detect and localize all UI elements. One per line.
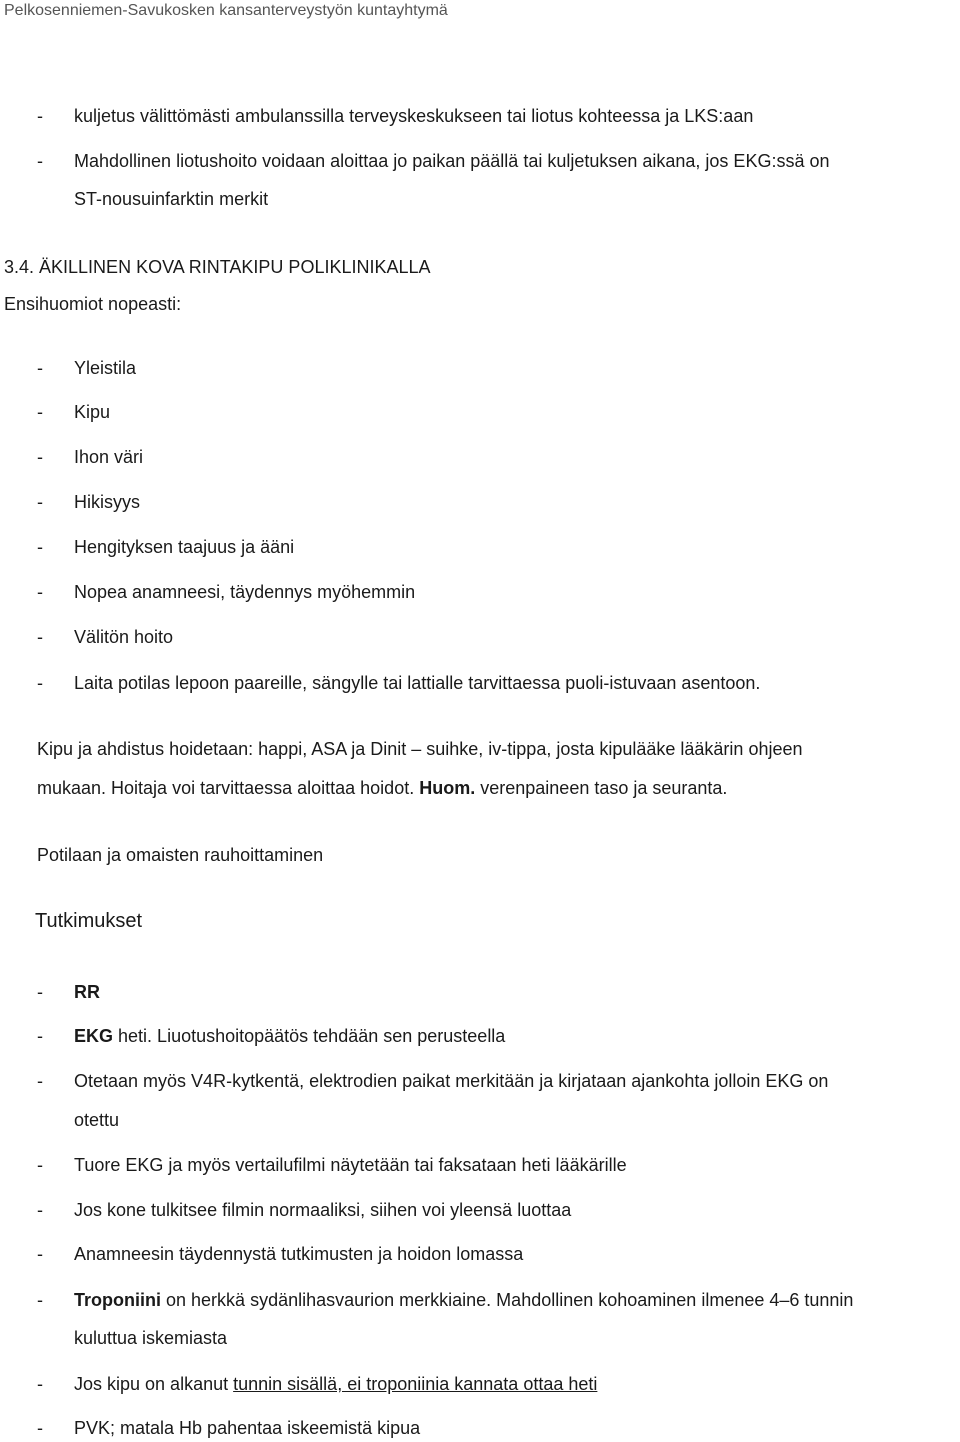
list-dash: - — [37, 982, 43, 1002]
ekg-text: heti. Liuotushoitopäätös tehdään sen perusteella — [118, 1026, 506, 1046]
ekg-label: EKG — [74, 1026, 114, 1046]
transport-item: kuljetus välittömästi ambulanssilla terveyskeskukseen tai liotus kohteessa ja LKS:aan — [74, 106, 754, 126]
calming-text: Potilaan ja omaisten rauhoittaminen — [37, 845, 324, 865]
pvk-item: PVK; matala Hb pahentaa iskeemistä kipua — [74, 1418, 421, 1438]
pain-start-underlined: tunnin sisällä, ei troponiinia kannata ottaa heti — [233, 1374, 598, 1394]
list-item: Hengityksen taajuus ja ääni — [74, 537, 295, 557]
list-dash: - — [37, 106, 43, 126]
list-item: Nopea anamneesi, täydennys myöhemmin — [74, 582, 416, 602]
list-item: Laita potilas lepoon paareille, sängylle tai lattialle tarvittaessa puoli-istuvaan asentoon. — [74, 673, 761, 693]
list-dash: - — [37, 447, 43, 467]
list-dash: - — [37, 1026, 43, 1046]
troponin-text: on herkkä sydänlihasvaurion merkkiaine. Mahdollinen kohoaminen ilmenee 4–6 tunnin — [166, 1290, 854, 1310]
troponin-label: Troponiini — [74, 1290, 161, 1310]
machine-item: Jos kone tulkitsee filmin normaaliksi, siihen voi yleensä luottaa — [74, 1200, 572, 1220]
list-dash: - — [37, 1290, 43, 1310]
troponin-item-cont: kuluttua iskemiasta — [74, 1328, 228, 1348]
fresh-ekg-item: Tuore EKG ja myös vertailufilmi näytetään tai faksataan heti lääkärille — [74, 1155, 627, 1175]
note-label: Huom. — [419, 778, 476, 798]
pain-paragraph-text: mukaan. Hoitaja voi tarvittaessa aloittaa hoidot. — [37, 778, 415, 798]
list-dash: - — [37, 537, 43, 557]
list-dash: - — [37, 582, 43, 602]
dissolution-item-cont: ST-nousuinfarktin merkit — [74, 189, 269, 209]
tests-title: Tutkimukset — [35, 910, 143, 932]
page-header: Pelkosenniemen-Savukosken kansanterveystyön kuntayhtymä — [4, 2, 448, 19]
list-item: Kipu — [74, 402, 111, 422]
list-item: Hikisyys — [74, 492, 140, 512]
dissolution-item: Mahdollinen liotushoito voidaan aloittaa jo paikan päällä tai kuljetuksen aikana, jos EKG:ssä on — [74, 151, 830, 171]
list-dash: - — [37, 1244, 43, 1264]
list-dash: - — [37, 1155, 43, 1175]
v4r-item-cont: otettu — [74, 1110, 120, 1130]
list-dash: - — [37, 1071, 43, 1091]
first-aid-intro: Ensihuomiot nopeasti: — [4, 294, 182, 314]
list-dash: - — [37, 151, 43, 171]
pain-paragraph-line1: Kipu ja ahdistus hoidetaan: happi, ASA ja Dinit – suihke, iv-tippa, josta kipulääke lääkärin ohjeen — [37, 739, 803, 759]
troponin-item — [74, 1290, 853, 1311]
pain-paragraph-line2 — [37, 778, 727, 799]
rr-item: RR — [74, 982, 100, 1002]
pain-paragraph-text-cont: verenpaineen taso ja seuranta. — [480, 778, 728, 798]
list-item: Yleistila — [74, 358, 137, 378]
list-dash: - — [37, 627, 43, 647]
list-dash: - — [37, 673, 43, 693]
anamnesis-item: Anamneesin täydennystä tutkimusten ja hoidon lomassa — [74, 1244, 524, 1264]
list-dash: - — [37, 358, 43, 378]
list-dash: - — [37, 1418, 43, 1438]
list-dash: - — [37, 492, 43, 512]
pain-start-text: Jos kipu on alkanut — [74, 1374, 229, 1394]
v4r-item: Otetaan myös V4R-kytkentä, elektrodien paikat merkitään ja kirjataan ajankohta jolloin EKG on — [74, 1071, 829, 1091]
list-item: Välitön hoito — [74, 627, 174, 647]
list-dash: - — [37, 1374, 43, 1394]
list-dash: - — [37, 1200, 43, 1220]
ekg-item — [74, 1026, 505, 1047]
section-title: 3.4. ÄKILLINEN KOVA RINTAKIPU POLIKLINIKALLA — [4, 257, 431, 277]
list-item: Ihon väri — [74, 447, 144, 467]
pain-start-item — [74, 1374, 597, 1395]
list-dash: - — [37, 402, 43, 422]
